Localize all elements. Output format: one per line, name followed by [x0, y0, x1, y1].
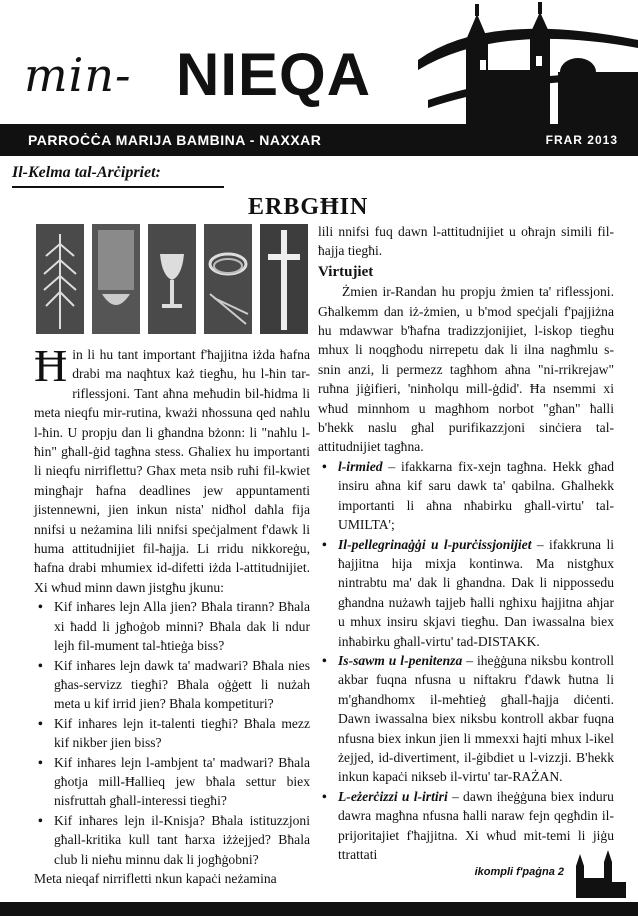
- parish-name: PARROĊĊA MARIJA BAMBINA - NAXXAR: [28, 132, 322, 148]
- left-column: [34, 340, 310, 888]
- ashes-bowl-icon: [92, 224, 140, 334]
- church-silhouette-icon: [418, 0, 638, 124]
- questions-list: [34, 597, 310, 869]
- lenten-symbols-strip: [36, 224, 308, 334]
- masthead: [0, 0, 638, 120]
- intro-paragraph: Ħin li hu tant important f'ħajjitna iżda ħafna drabi ma naqħtux każ tiegħu, hu l-ħin tar- riflessjoni. Tant aħna meħudin bil-ħidma li meta nieqfu mir-rutina, kważi nħossuna qed naħlu l-ħin. U propju dan li għandna bżonn: li "naħlu l-ħin" għall-ġid tagħna stess. Għaliex hu importanti li nieqfu nirriflettu? Għax meta nsib ruħi fil-kwiet mingħajr ħafna deadlines jew appuntamenti jistennewni, jien inkun nista' nidħol daħla fija nnifsi u neżamina lili nnifsi speċjalment f'dawk li huma attitudnijiet fil-ħajja. Li rridu nikkoreġu, ħafna drabi mhumiex id-difetti iżda l-attitudnijiet. Xi wħud minn dawn jistgħu jkunu:: [34, 340, 310, 595]
- virtues-list: [318, 457, 614, 865]
- subheading: Virtujiet: [318, 263, 374, 280]
- list-item: • Il-pellegrinaġġi u l-purċissjonijiet – ifakkruna li ħajjitna hija mixja kontinwa. Ma nistgħux nintrabtu ma' dak li għandna. Dak li nippossedu għandna nużawh tajjeb ħalli ngħixu ħajjitna aħjar u mhux insiru skjavi tiegħu. Dan iwassalna biex inħabirku għall-virtu' tad-DISTAKK.: [322, 536, 614, 649]
- list-item: • Is-sawm u l-penitenza – iheġġuna niksbu kontroll akbar fuqna nfusna u niftakru f'dawk ħutna li m'għandhomx il-meħtieġ għall-ħajja diċenti. Dawn iwassalna biex niksbu kontroll akbar fuqna nfusna biex inkun jien li mmexxi ħajti mhux l-ikel żejjed, id-divertiment, il-ġibdiet u l-vizzji. B'hekk inkun kapaċi nikseb il-virtu' tar-RAŻAN.: [322, 652, 614, 785]
- section-label: Il-Kelma tal-Arċipriet:: [12, 164, 161, 181]
- bottom-bar: [0, 902, 638, 916]
- continued-paragraph: lili nnifsi fuq dawn l-attitudnijiet u oħrajn simili fil-ħajja tiegħi.: [318, 224, 614, 259]
- palm-icon: [36, 224, 84, 334]
- issue-date: FRAR 2013: [545, 133, 618, 147]
- cross-icon: [260, 224, 308, 334]
- chalice-icon: [148, 224, 196, 334]
- masthead-bold-title: NIEQA: [176, 41, 372, 108]
- list-item: • Kif inħares lejn it-talenti tiegħi? Bħala mezz kif nikber jien biss?: [38, 715, 310, 751]
- drop-cap: Ħ: [34, 340, 68, 391]
- continued-on-page-link[interactable]: ikompli f'paġna 2: [474, 866, 564, 878]
- header-bar: [0, 124, 638, 156]
- list-item: • Kif inħares lejn dawk ta' madwari? Bħala nies għas-servizz tiegħi? Bħala oġġett li nużah meta u kif irrid jien? Bħala kompetituri?: [38, 657, 310, 712]
- list-item: • Kif inħares lejn l-ambjent ta' madwari? Bħala għotja mill-Ħallieq jew bħala settur biex nisfruttah għall-interessi tiegħi?: [38, 754, 310, 809]
- list-item: • Kif inħares lejn Alla jien? Bħala tirann? Bħala xi ħadd li jgħoġob minni? Bħala dak li ndur lejh fil-mument tal-ħtieġa biss?: [38, 599, 310, 654]
- list-item: • l-irmied – ifakkarna fix-xejn tagħna. Hekk għad insiru aħna kif saru dawk ta' qabilna. Għalhekk importanti li aħna nħabirku għall-virtu' tal-UMILTA';: [322, 458, 614, 533]
- section-divider: [12, 186, 224, 188]
- closing-line: Meta nieqaf nirrifletti nkun kapaċi neżamina: [34, 870, 277, 886]
- virtues-paragraph: Żmien ir-Randan hu propju żmien ta' riflessjoni. Għalkemm dan iż-żmien, u b'mod speċjali f'pajjiżna hu mdawwar b'ħafna tradizzjonijiet, l-iskop tiegħu mhux li noqgħodu nirrepetu dak li ilna nagħmlu s-snin anzi, li permezz tagħhom aħna "ni-rrikrejaw" ruħna jiġifieri, 'ninħolqu mill-ġdid'. Ħa nsemmi xi wħud minnhom u magħhom norbot "għan" ħalli b'hekk naslu għal purifikazzjoni sinċiera tal-attitudnijiet tagħna.: [318, 284, 614, 455]
- article-title: ERBGĦIN: [248, 194, 369, 220]
- list-item: • Kif inħares lejn il-Knisja? Bħala istituzzjoni għall-kritika kull tant ħarxa iżżejjed? Bħala club li nieħu minnu dak li jogħġobni?: [38, 812, 310, 867]
- list-item: • L-eżerċizzi u l-irtiri – dawn iheġġuna biex induru dawra magħna nfusna ħalli naraw fejn qegħdin il-prijoritajiet f'ħajjitna. Xi wħud mit-temi li jiġu ttrattati: [322, 788, 614, 862]
- right-column: [318, 222, 614, 864]
- crown-of-thorns-icon: [204, 224, 252, 334]
- church-small-icon: [566, 848, 626, 898]
- masthead-script-title: min-: [24, 48, 132, 102]
